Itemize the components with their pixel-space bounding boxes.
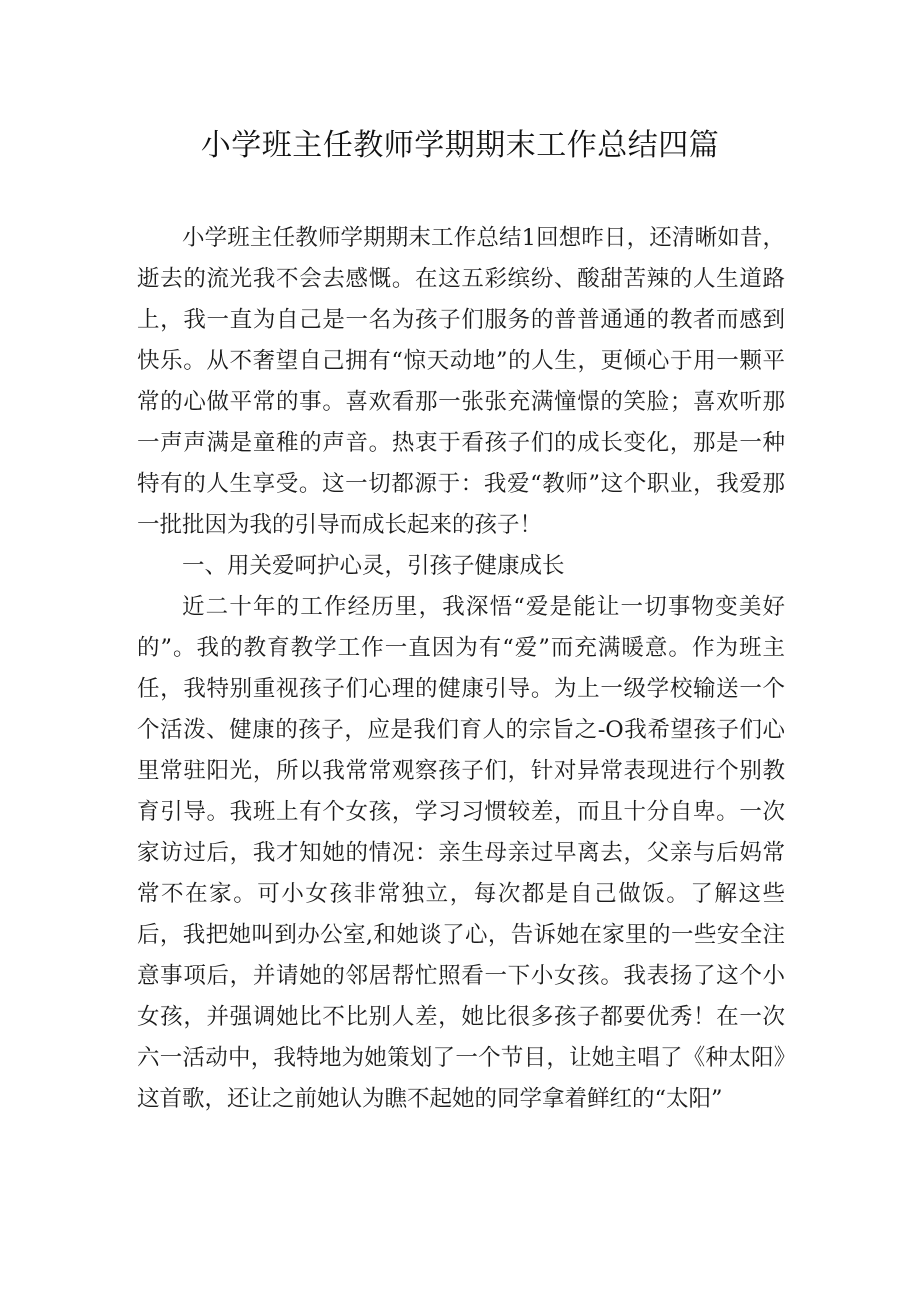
section-heading-1: 一、用关爱呵护心灵，引孩子健康成长 — [182, 553, 565, 579]
document-title: 小学班主任教师学期期末工作总结四篇 — [200, 128, 720, 163]
paragraph-intro: 小学班主任教师学期期末工作总结1回想昨日，还清晰如昔，逝去的流光我不会去感慨。在这五彩缤纷、酸甜苦辣的人生道路上，我一直为自己是一名为孩子们服务的普普通通的教者而感到快乐。从不奢望自己拥有“惊天动地”的人生，更倾心于用一颗平常的心做平常的事。喜欢看那一张张充满憧憬的笑脸；喜欢听那一声声满是童稚的声音。热衷于看孩子们的成长变化，那是一种特有的人生享受。这一切都源于：我爱“教师”这个职业，我爱那一批批因为我的引导而成长起来的孩子！ — [137, 225, 785, 538]
document-body — [137, 218, 785, 1120]
paragraph-section-1: 近二十年的工作经历里，我深悟“爱是能让一切事物变美好的”。我的教育教学工作一直因为有“爱”而充满暖意。作为班主任，我特别重视孩子们心理的健康引导。为上一级学校输送一个个活泼、健康的孩子，应是我们育人的宗旨之-O我希望孩子们心里常驻阳光，所以我常常观察孩子们，针对异常表现进行个别教育引导。我班上有个女孩，学习习惯较差，而且十分自卑。一次家访过后，我才知她的情况：亲生母亲过早离去，父亲与后妈常常不在家。可小女孩非常独立，每次都是自己做饭。了解这些后，我把她叫到办公室,和她谈了心，告诉她在家里的一些安全注意事项后，并请她的邻居帮忙照看一下小女孩。我表扬了这个小女孩，并强调她比不比别人差，她比很多孩子都要优秀！在一次六一活动中，我特地为她策划了一个节目，让她主唱了《种太阳》这首歌，还让之前她认为瞧不起她的同学拿着鲜红的“太阳” — [137, 594, 785, 1112]
